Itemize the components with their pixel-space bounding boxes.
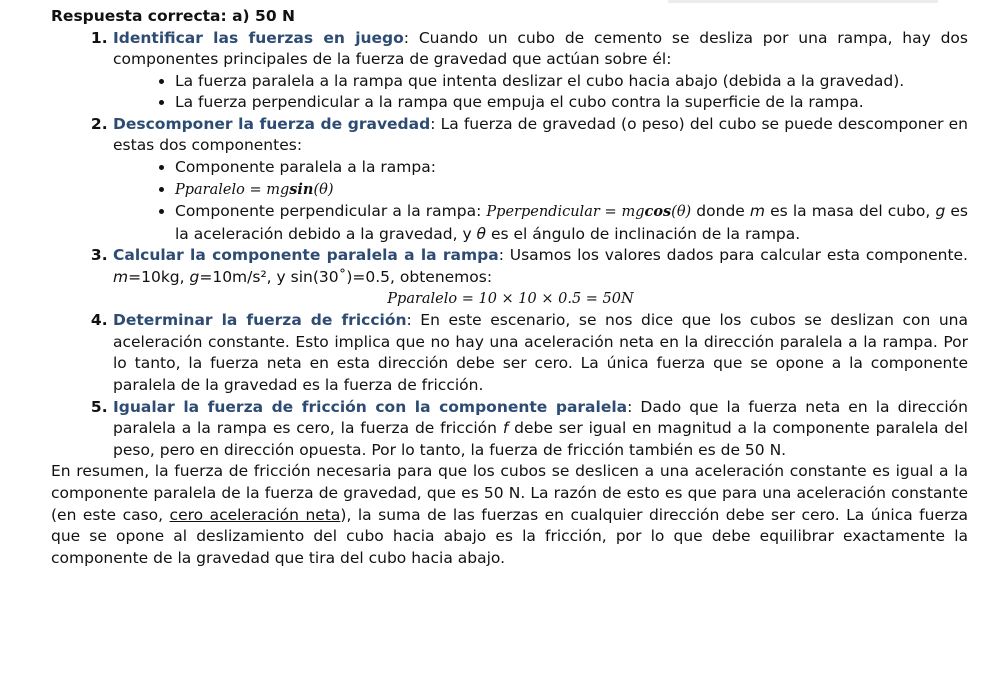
step-1-heading: Identificar las fuerzas en juego <box>113 28 404 47</box>
step-1-bullet-1: • La fuerza paralela a la rampa que intenta deslizar el cubo hacia abajo (debida a la gravedad). <box>175 71 968 93</box>
step-1-bullets <box>113 71 968 114</box>
step-2-bullet-1: • Componente paralela a la rampa: <box>175 157 968 179</box>
step-4 <box>113 310 968 396</box>
step-4-text: : En este escenario, se nos dice que los cubos se deslizan con una aceleración constante. Esto implica que no hay una aceleración neta en la dirección paralela a la rampa. Por lo tanto, la fuerza neta en esta dirección debe ser cero. La única fuerza que se opone a la componente paralela de la gravedad es la fuerza de fricción. <box>113 311 968 394</box>
step-1-text: : Cuando un cubo de cemento se desliza por una rampa, hay dos componentes principales de la fuerza de gravedad que actúan sobre él: <box>113 28 968 69</box>
step-2-bullets <box>113 157 968 245</box>
step-2-bullet-3: • Componente perpendicular a la rampa: Pperpendicular = mgcos(θ) donde m es la masa del cubo, g es la aceleración debido a la gravedad, y θ es el ángulo de inclinación de la rampa. <box>175 201 968 245</box>
underlined-phrase: cero aceleración neta <box>169 505 341 524</box>
step-4-heading: Determinar la fuerza de fricción <box>113 311 407 330</box>
step-3-heading: Calcular la componente paralela a la rampa <box>113 246 499 265</box>
step-2-bullet-2 <box>175 179 968 202</box>
top-edge-bar <box>668 0 938 3</box>
summary-paragraph: En resumen, la fuerza de fricción necesaria para que los cubos se deslicen a una aceleración constante es igual a la componente paralela de la fuerza de gravedad, que es 50 N. La razón de esto es que para una aceleración constante (en este caso, cero aceleración neta), la suma de las fuerzas en cualquier dirección debe ser cero. La única fuerza que se opone al deslizamiento del cubo hacia abajo es la fricción, por lo que debe equilibrar exactamente la componente de la gravedad que tira del cubo hacia abajo. <box>51 462 969 567</box>
step-1-bullet-2: • La fuerza perpendicular a la rampa que empuja el cubo contra la superficie de la rampa. <box>175 92 968 114</box>
step-2-heading: Descomponer la fuerza de gravedad <box>113 114 431 133</box>
step-3: 3. Calcular la componente paralela a la rampa: Usamos los valores dados para calcular esta componente. m=10kg, g=10m/s², y sin(30˚)=0.5, obtenemos: Pparalelo = 10 × 10 × 0.5 = 50N <box>113 245 968 310</box>
correct-answer: Respuesta correcta: a) 50 N <box>51 7 295 25</box>
parallel-calculation: Pparalelo = 10 × 10 × 0.5 = 50N <box>387 290 634 307</box>
step-5-heading: Igualar la fuerza de fricción con la componente paralela <box>113 397 628 416</box>
solution-steps <box>51 28 968 462</box>
step-2-text: : La fuerza de gravedad (o peso) del cubo se puede descomponer en estas dos componentes: <box>113 114 969 155</box>
step-2 <box>113 114 968 246</box>
step-5: 5. Igualar la fuerza de fricción con la componente paralela: Dado que la fuerza neta en la dirección paralela a la rampa es cero, la fuerza de fricción f debe ser igual en magnitud a la componente paralela del peso, pero en dirección opuesta. Por lo tanto, la fuerza de fricción también es de 50 N. <box>113 397 968 462</box>
perpendicular-formula: Pperpendicular = mgcos(θ) <box>486 203 692 221</box>
step-1 <box>113 28 968 114</box>
parallel-formula: Pparalelo = mgsin(θ) <box>175 180 334 198</box>
